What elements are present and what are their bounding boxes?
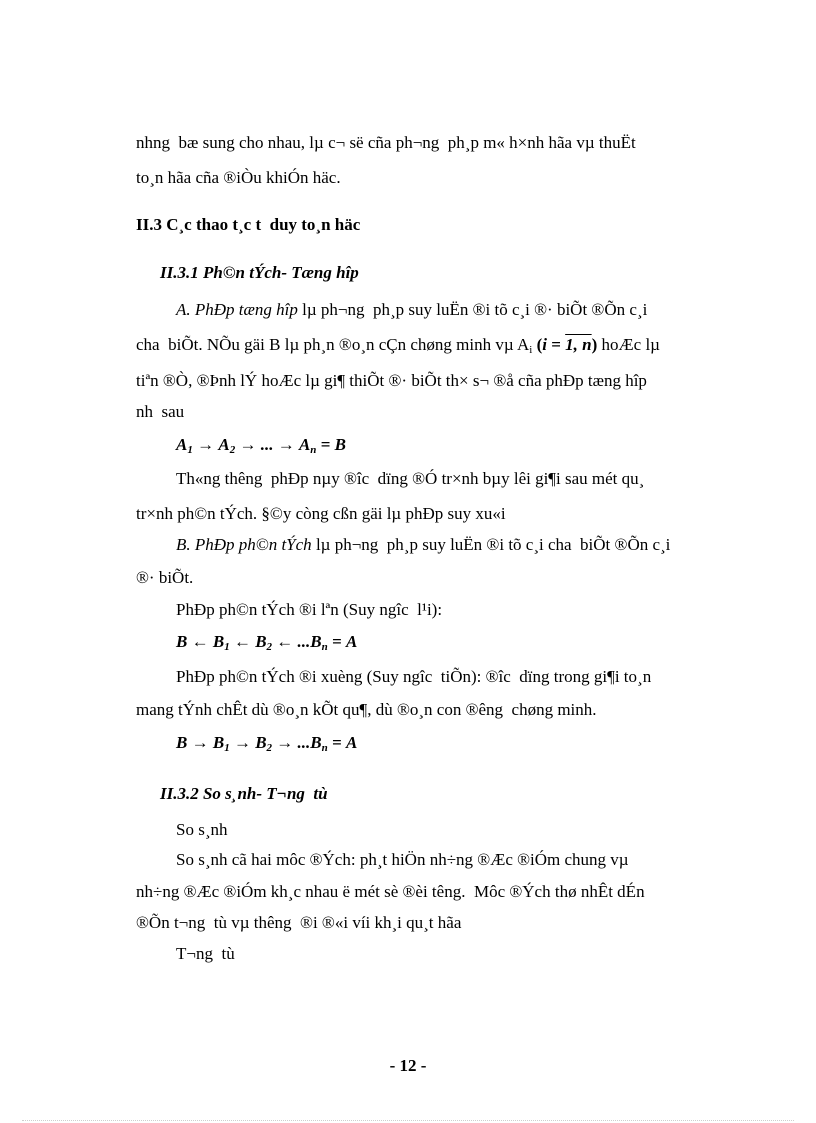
section-heading-II3: II.3 C¸c thao t¸c t duy to¸n häc — [136, 215, 361, 234]
paragraph-1-line-1: nhng bæ sung cho nhau, lµ c¬ së cña ph¬ng ph¸p m« h×nh hãa vµ thuËt — [136, 133, 636, 152]
comparison-line-2: nh÷ng ®Æc ®iÓm kh¸c nhau ë mét sè ®èi têng. Môc ®Ých thø nhÊt dÉn — [136, 882, 645, 901]
analysis-down-line-1: PhÐp ph©n tÝch ®i xuèng (Suy ngîc tiÕn): ®îc dïng trong gi¶i to¸n — [176, 667, 652, 686]
synthesis-label: A. PhÐp tæng hîp — [176, 300, 298, 319]
analysis-down-line-2: mang tÝnh chÊt dù ®o¸n kÕt qu¶, dù ®o¸n con ®êng chøng minh. — [136, 700, 597, 719]
subsection-heading-II32: II.3.2 So s¸nh- T¬ng tù — [160, 784, 328, 803]
paragraph-1-line-2: to¸n hãa cña ®iÒu khiÓn häc. — [136, 168, 341, 187]
analysis-line-2: ®· biÕt. — [136, 568, 194, 587]
synthesis-line-4: nh sau — [136, 402, 185, 421]
synthesis-note-line-2: tr×nh ph©n tÝch. §©y còng cßn gäi lµ phÐp suy xu«i — [136, 504, 506, 523]
comparison-line-1: So s¸nh cã hai môc ®Ých: ph¸t hiÖn nh÷ng ®Æc ®iÓm chung vµ — [176, 850, 629, 869]
comparison-title: So s¸nh — [176, 820, 228, 839]
analysis-up-text: PhÐp ph©n tÝch ®i lªn (Suy ngîc l¹i): — [176, 600, 443, 619]
analysis-line-1: B. PhÐp ph©n tÝch lµ ph¬ng ph¸p suy luËn ®i tõ c¸i cha biÕt ®Õn c¸i — [176, 535, 671, 554]
index-range: (i = 1, n) — [536, 335, 598, 354]
formula-analysis-up: B ← $B_1$ ← $B_2$ ← $...B_n = A$ — [176, 632, 358, 653]
analogy-title: T¬ng tù — [176, 944, 235, 963]
formula-analysis-down: $B \to B_1 \to B_2 \to ...B_n = A$ — [176, 733, 358, 754]
formula-synthesis: $A_1 \to A_2$ → ... → $A_n = B$ — [176, 435, 346, 456]
analysis-label: B. PhÐp ph©n tÝch — [176, 535, 312, 554]
synthesis-line-2: cha biÕt. NÕu gäi B lµ ph¸n ®o¸n cÇn chøng minh vµ $A_i$ (i = 1, n) hoÆc lµ — [136, 335, 660, 356]
synthesis-line-3: tiªn ®Ò, ®Þnh lÝ hoÆc lµ gi¶ thiÕt ®· biÕt th× s¬ ®å cña phÐp tæng hîp — [136, 371, 647, 390]
page-bottom-divider — [22, 1120, 794, 1121]
comparison-line-3: ®Õn t¬ng tù vµ thêng ®i ®«i víi kh¸i qu¸t hãa — [136, 913, 462, 932]
page-number: - 12 - — [389, 1056, 427, 1075]
synthesis-note-line-1: Th«ng thêng phÐp nµy ®îc dïng ®Ó tr×nh bµy lêi gi¶i sau mét qu¸ — [176, 469, 645, 488]
synthesis-line-1: A. PhÐp tæng hîp lµ ph¬ng ph¸p suy luËn ®i tõ c¸i ®· biÕt ®Õn c¸i — [176, 300, 648, 319]
subsection-heading-II31: II.3.1 Ph©n tÝch- Tæng hîp — [160, 263, 359, 282]
